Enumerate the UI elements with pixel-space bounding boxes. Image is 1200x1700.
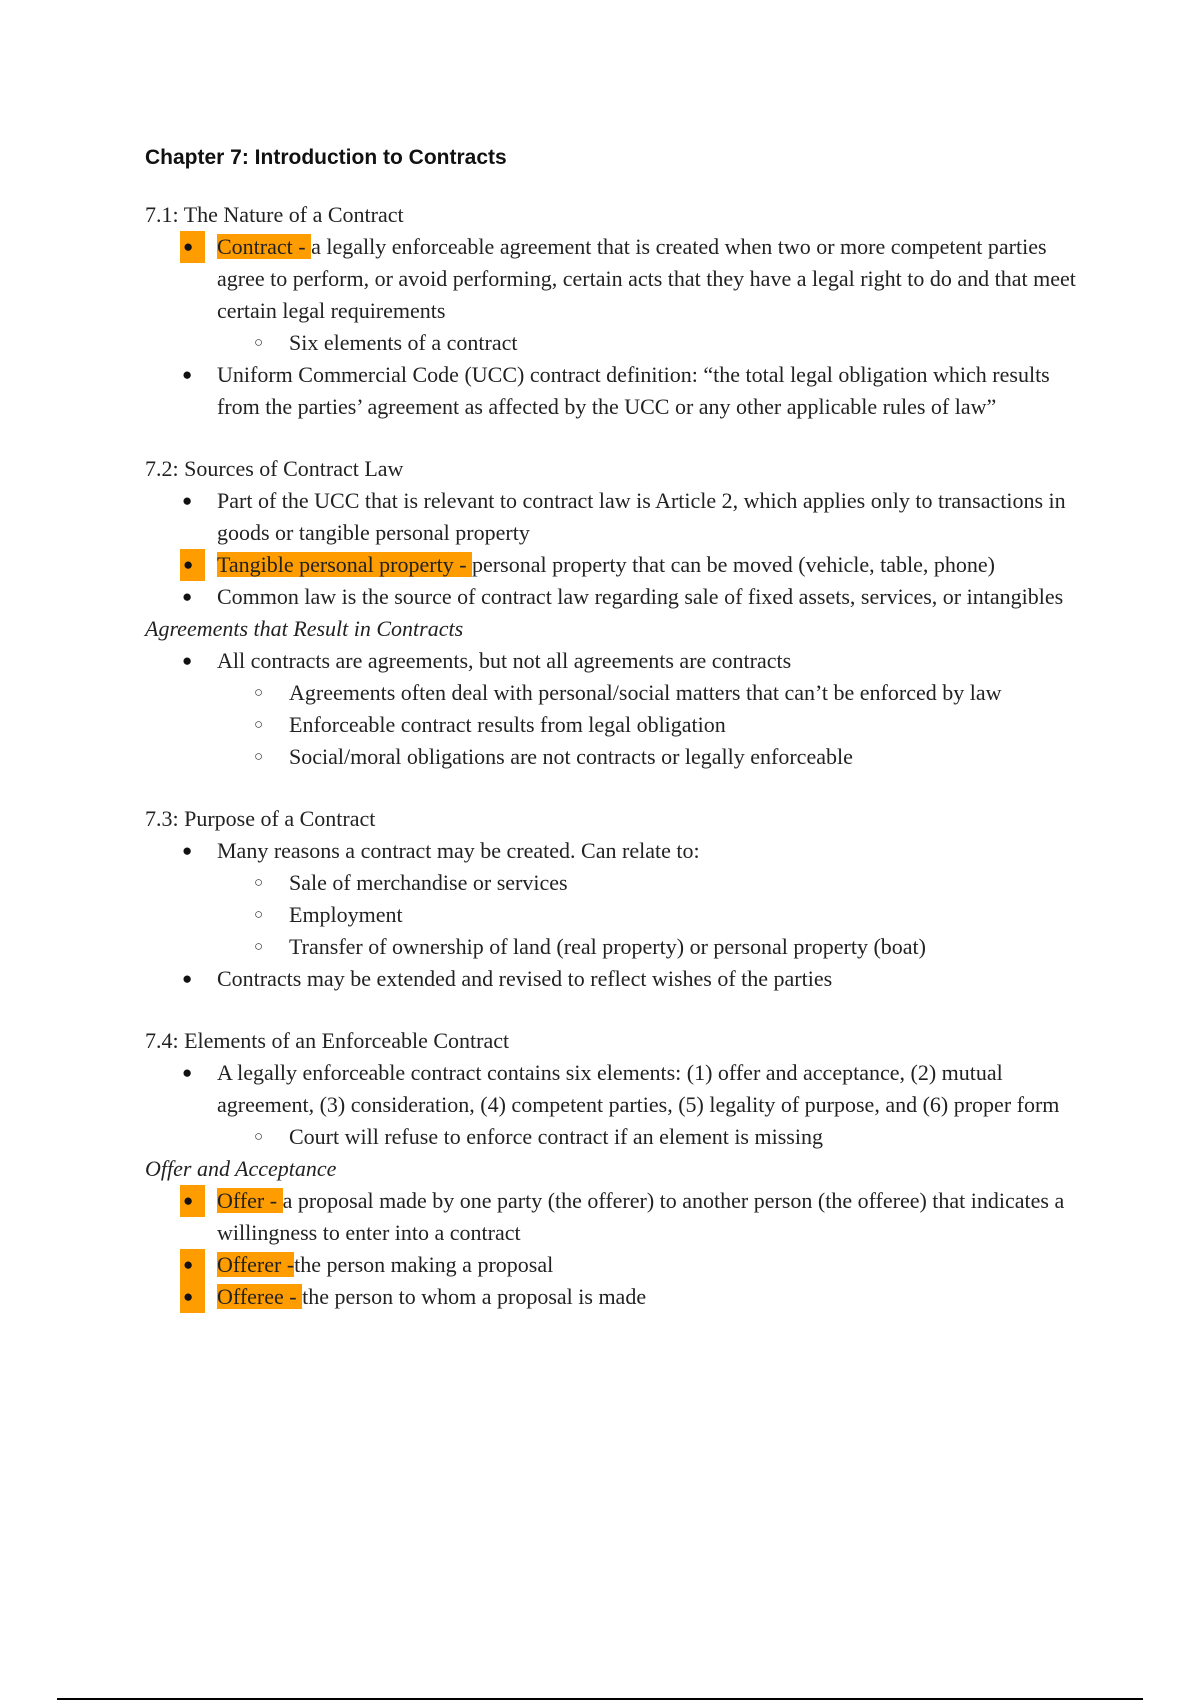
- sub-list-item: ○ Court will refuse to enforce contract if an element is missing: [289, 1121, 1095, 1153]
- sub-list: [217, 677, 1095, 773]
- list-item-text: Many reasons a contract may be created. Can relate to:: [217, 838, 700, 863]
- list-item-text: All contracts are agreements, but not all agreements are contracts: [217, 648, 792, 673]
- list-item: [217, 1185, 1095, 1249]
- document-content: [145, 143, 1095, 1343]
- list-item: [217, 1281, 1095, 1313]
- page-title: Chapter 7: Introduction to Contracts: [145, 146, 507, 169]
- highlighted-term: Tangible personal property -: [217, 552, 473, 577]
- term-definition: the person to whom a proposal is made: [302, 1284, 647, 1309]
- section-7-2: [145, 453, 1095, 773]
- sub-list-item: ○ Sale of merchandise or services: [289, 867, 1095, 899]
- bullet-list: [145, 1185, 1095, 1313]
- term-definition: a legally enforceable agreement that is created when two or more competent parties agree to perform, or avoid performing, certain acts that they have a legal right to do and that meet certain legal requirements: [217, 234, 1076, 323]
- subsection-heading: Offer and Acceptance: [145, 1156, 337, 1181]
- term-definition: the person making a proposal: [294, 1252, 554, 1277]
- bullet-list: [145, 1057, 1095, 1153]
- list-item: ● Uniform Commercial Code (UCC) contract definition: “the total legal obligation which results from the parties’ agreement as affected by the UCC or any other applicable rules of law”: [217, 359, 1095, 423]
- sub-list-item: ○ Enforceable contract results from legal obligation: [289, 709, 1095, 741]
- bullet-list: [145, 835, 1095, 995]
- list-item: [217, 1057, 1095, 1153]
- list-item: ● Common law is the source of contract law regarding sale of fixed assets, services, or intangibles: [217, 581, 1095, 613]
- sub-list-item: ○ Employment: [289, 899, 1095, 931]
- sub-list: [217, 1121, 1095, 1153]
- highlighted-term: Offeree -: [217, 1284, 303, 1309]
- subsection-heading: Agreements that Result in Contracts: [145, 616, 464, 641]
- bullet-list: [145, 231, 1095, 423]
- bullet-list: [145, 645, 1095, 773]
- section-heading: 7.4: Elements of an Enforceable Contract: [145, 1028, 510, 1053]
- list-item: [217, 549, 1095, 581]
- list-item: [217, 645, 1095, 773]
- section-heading: 7.1: The Nature of a Contract: [145, 202, 404, 227]
- section-7-3: [145, 803, 1095, 995]
- list-item-text: A legally enforceable contract contains six elements: (1) offer and acceptance, (2) mutual agreement, (3) consideration, (4) competent parties, (5) legality of purpose, and (6) proper form: [217, 1060, 1060, 1117]
- section-heading: 7.2: Sources of Contract Law: [145, 456, 404, 481]
- bullet-list: [145, 485, 1095, 613]
- section-7-4: [145, 1025, 1095, 1313]
- section-7-1: [145, 199, 1095, 423]
- sub-list-item: ○ Six elements of a contract: [289, 327, 1095, 359]
- highlighted-term: Contract -: [217, 234, 312, 259]
- list-item: ● Contracts may be extended and revised to reflect wishes of the parties: [217, 963, 1095, 995]
- list-item: [217, 1249, 1095, 1281]
- sub-list-item: ○ Social/moral obligations are not contracts or legally enforceable: [289, 741, 1095, 773]
- term-definition: personal property that can be moved (vehicle, table, phone): [472, 552, 995, 577]
- sub-list: [217, 867, 1095, 963]
- sub-list: [217, 327, 1095, 359]
- sub-list-item: ○ Transfer of ownership of land (real property) or personal property (boat): [289, 931, 1095, 963]
- list-item: [217, 835, 1095, 963]
- section-heading: 7.3: Purpose of a Contract: [145, 806, 376, 831]
- list-item: [217, 231, 1095, 359]
- term-definition: a proposal made by one party (the offerer) to another person (the offeree) that indicates a willingness to enter into a contract: [217, 1188, 1065, 1245]
- highlighted-term: Offer -: [217, 1188, 283, 1213]
- list-item: ● Part of the UCC that is relevant to contract law is Article 2, which applies only to transactions in goods or tangible personal property: [217, 485, 1095, 549]
- highlighted-term: Offerer -: [217, 1252, 295, 1277]
- sub-list-item: ○ Agreements often deal with personal/social matters that can’t be enforced by law: [289, 677, 1095, 709]
